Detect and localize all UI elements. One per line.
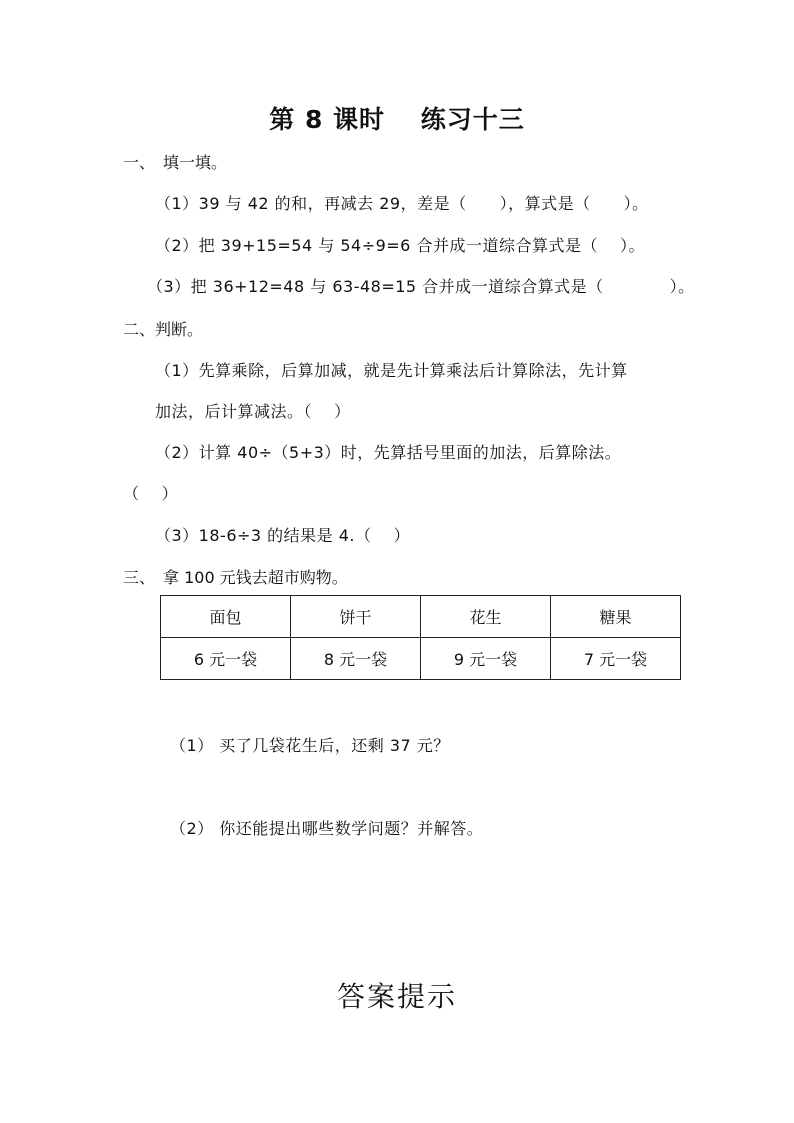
- fill-question-1: （1）39 与 42 的和，再减去 29，差是（ ），算式是（ ）。: [155, 194, 649, 213]
- table-cell-item: 面包: [161, 596, 291, 638]
- page-title: 第 8 课时 练习十三: [269, 105, 525, 134]
- section-1-heading: 一、 填一填。: [123, 153, 228, 172]
- table-row: [161, 638, 681, 680]
- section-3-heading: 三、 拿 100 元钱去超市购物。: [123, 568, 348, 587]
- judge-question-1-line-2: 加法，后计算减法。（ ）: [155, 402, 351, 421]
- table-row: [161, 596, 681, 638]
- table-cell-item: 饼干: [291, 596, 421, 638]
- judge-question-2-line-2: （ ）: [123, 484, 179, 503]
- table-cell-item: 糖果: [551, 596, 681, 638]
- shopping-question-1: （1） 买了几袋花生后，还剩 37 元？: [170, 736, 450, 755]
- judge-question-3: （3）18-6÷3 的结果是 4.（ ）: [155, 526, 411, 545]
- table-cell-price: 7 元一袋: [551, 638, 681, 680]
- judge-question-2-line-1: （2）计算 40÷（5+3）时，先算括号里面的加法，后算除法。: [155, 443, 622, 462]
- price-table: [160, 595, 681, 680]
- fill-question-2: （2）把 39+15=54 与 54÷9=6 合并成一道综合算式是（ ）。: [155, 236, 646, 255]
- judge-question-1-line-1: （1）先算乘除，后算加减，就是先计算乘法后计算除法，先计算: [155, 361, 628, 380]
- table-cell-price: 6 元一袋: [161, 638, 291, 680]
- shopping-question-2: （2） 你还能提出哪些数学问题？并解答。: [170, 819, 484, 838]
- answer-heading: 答案提示: [336, 980, 457, 1013]
- table-cell-item: 花生: [421, 596, 551, 638]
- fill-question-3: （3）把 36+12=48 与 63-48=15 合并成一道综合算式是（ ）。: [147, 277, 695, 296]
- section-2-heading: 二、判断。: [123, 320, 204, 339]
- table-cell-price: 8 元一袋: [291, 638, 421, 680]
- table-cell-price: 9 元一袋: [421, 638, 551, 680]
